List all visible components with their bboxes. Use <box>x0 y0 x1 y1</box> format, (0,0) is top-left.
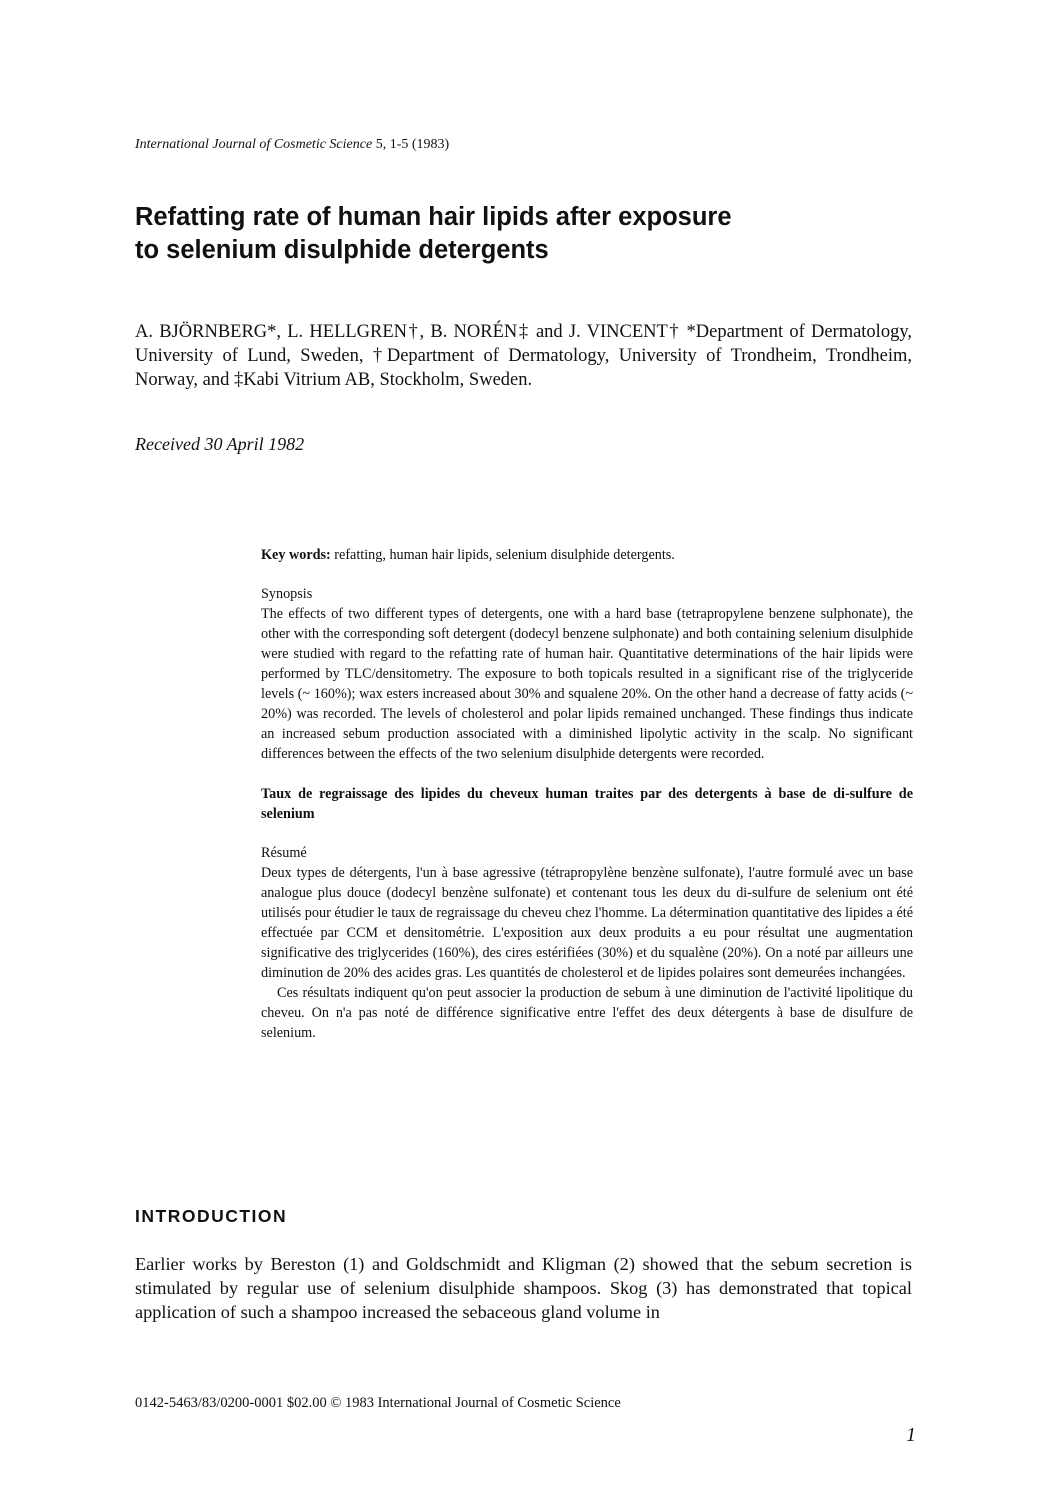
abstract-block <box>261 545 913 1043</box>
keywords-text: refatting, human hair lipids, selenium disulphide detergents. <box>330 547 675 563</box>
introduction-heading: INTRODUCTION <box>135 1206 288 1226</box>
page-number: 1 <box>906 1424 916 1446</box>
journal-name: International Journal of Cosmetic Science <box>135 137 373 152</box>
received-date: Received 30 April 1982 <box>135 434 305 454</box>
article-title-line-1: Refatting rate of human hair lipids after exposure <box>135 203 732 231</box>
synopsis-text: The effects of two different types of detergents, one with a hard base (tetrapropylene benzene sulphonate), the other with the corresponding soft detergent (dodecyl benzene sulphonate) and both containing selenium disulphide were studied with regard to the refatting rate of human hair. Quantitative determinations of the hair lipids were performed by TLC/densitometry. The exposure to both topicals resulted in a significant rise of the triglyceride levels (~ 160%); wax esters increased about 30% and squalene 20%. On the other hand a decrease of fatty acids (~ 20%) was recorded. The levels of cholesterol and polar lipids remained unchanged. These findings thus indicate an increased sebum production associated with a diminished lipolytic activity in the scalp. No significant differences between the effects of the two selenium disulphide detergents were recorded. <box>261 606 913 762</box>
french-title: Taux de regraissage des lipides du cheveux human traites par des detergents à base de di-sulfure de selenium <box>261 786 913 822</box>
authors-affiliations: A. BJÖRNBERG*, L. HELLGREN†, B. NORÉN‡ and J. VINCENT† *Department of Dermatology, University of Lund, Sweden, †Department of Dermatology, University of Trondheim, Trondheim, Norway, and ‡Kabi Vitrium AB, Stockholm, Sweden. <box>135 322 912 390</box>
resume-heading: Résumé <box>261 845 307 861</box>
keywords-label: Key words: <box>261 547 331 563</box>
footer-copyright-code: 0142-5463/83/0200-0001 $02.00 © 1983 International Journal of Cosmetic Science <box>135 1395 621 1411</box>
synopsis-heading: Synopsis <box>261 586 313 602</box>
introduction-text: Earlier works by Bereston (1) and Goldschmidt and Kligman (2) showed that the sebum secretion is stimulated by regular use of selenium disulphide shampoos. Skog (3) has demonstrated that topical application of such a shampoo increased the sebaceous gland volume in <box>135 1254 912 1322</box>
resume-paragraph-1: Deux types de détergents, l'un à base agressive (tétrapropylène benzène sulfonate), l'autre formulé avec un base analogue plus douce (dodecyl benzène sulfonate) et contenant tous les deux du di-sulfure de selenium ont été utilisés pour étudier le taux de regraissage du cheveu chez l'homme. La détermination quantitative des lipides a été effectuée par CCM et densitométrie. L'exposition aux deux produits a eu pour résultat une augmentation significative des triglycerides (160%), des cires estérifiées (30%) et du squalène (20%). On a noté par ailleurs une diminution de 20% des acides gras. Les quantités de cholesterol et de lipides polaires sont demeurées inchangées. <box>261 865 913 981</box>
article-title <box>135 201 915 267</box>
journal-citation <box>135 137 449 153</box>
keywords <box>261 545 913 565</box>
journal-volume-pages-year: 5, 1-5 (1983) <box>375 137 450 152</box>
resume-paragraph-2: Ces résultats indiquent qu'on peut associer la production de sebum à une diminution de l'activité lipolitique du cheveu. On n'a pas noté de différence significative entre l'effet des deux détergents à base de disulfure de selenium. <box>261 985 913 1041</box>
article-title-line-2: to selenium disulphide detergents <box>135 236 549 264</box>
